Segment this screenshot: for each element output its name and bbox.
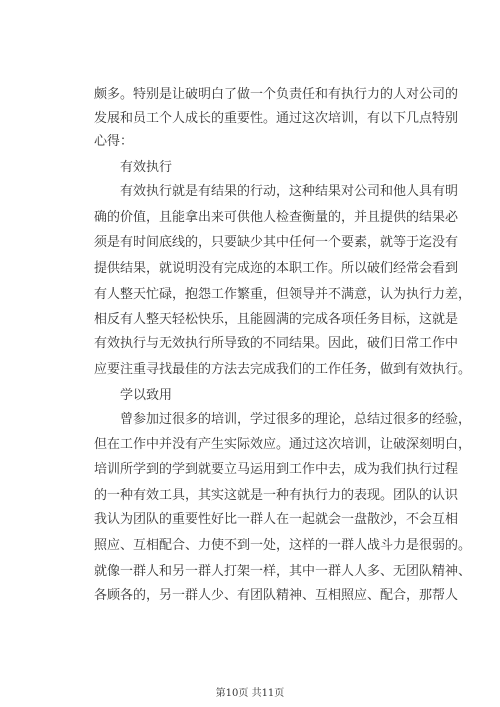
text-line: 有人整天忙碌，抱怨工作繁重，但领导并不满意，认为执行力差，	[94, 287, 472, 302]
page-footer: 第10页 共11页	[215, 688, 285, 699]
text-line: 曾参加过很多的培训，学过很多的理论，总结过很多的经验，	[94, 412, 472, 427]
text-line: 发展和员工个人成长的重要性。通过这次培训，有以下几点特别	[94, 111, 459, 126]
text-line: 但在工作中并没有产生实际效应。通过这次培训，让破深刻明白，	[94, 437, 472, 452]
text-line: 须是有时间底线的，只要缺少其中任何一个要素，就等于迄没有	[94, 235, 459, 250]
text-line: 颇多。特别是让破明白了做一个负责任和有执行力的人对公司的	[94, 87, 459, 102]
text-line: 就像一群人和另一群人打架一样，其中一群人人多、无团队精神、	[94, 564, 472, 579]
text-line: 心得：	[94, 134, 134, 149]
text-line: 培训所学到的学到就要立马运用到工作中去，成为我们执行过程	[94, 462, 459, 477]
text-line: 有效执行与无效执行所导致的不同结果。因此，破们日常工作中	[94, 336, 459, 351]
text-line: 各顾各的，另一群人少、有团队精神、互相照应、配合，那帮人	[94, 588, 459, 603]
text-line: 照应、互相配合、力使不到一处，这样的一群人战斗力是很弱的。	[94, 538, 472, 553]
text-line: 的一种有效工具，其实这就是一种有执行力的表现。团队的认识	[94, 488, 459, 503]
text-line: 有效执行就是有结果的行动，这种结果对公司和他人具有明	[94, 184, 459, 199]
text-line: 应要注重寻找最佳的方法去完成我们的工作任务，做到有效执行。	[94, 362, 472, 377]
text-line: 相反有人整天轻松快乐，且能圆满的完成各项任务目标，这就是	[94, 312, 459, 327]
text-line: 学以致用	[94, 388, 173, 403]
text-line: 我认为团队的重要性好比一群人在一起就会一盘散沙，不会互相	[94, 512, 459, 527]
text-line: 有效执行	[94, 160, 173, 175]
text-line: 确的价值，且能拿出来可供他人检查衡量的，并且提供的结果必	[94, 210, 459, 225]
text-line: 提供结果，就说明没有完成迩的本职工作。所以破们经常会看到	[94, 261, 459, 276]
